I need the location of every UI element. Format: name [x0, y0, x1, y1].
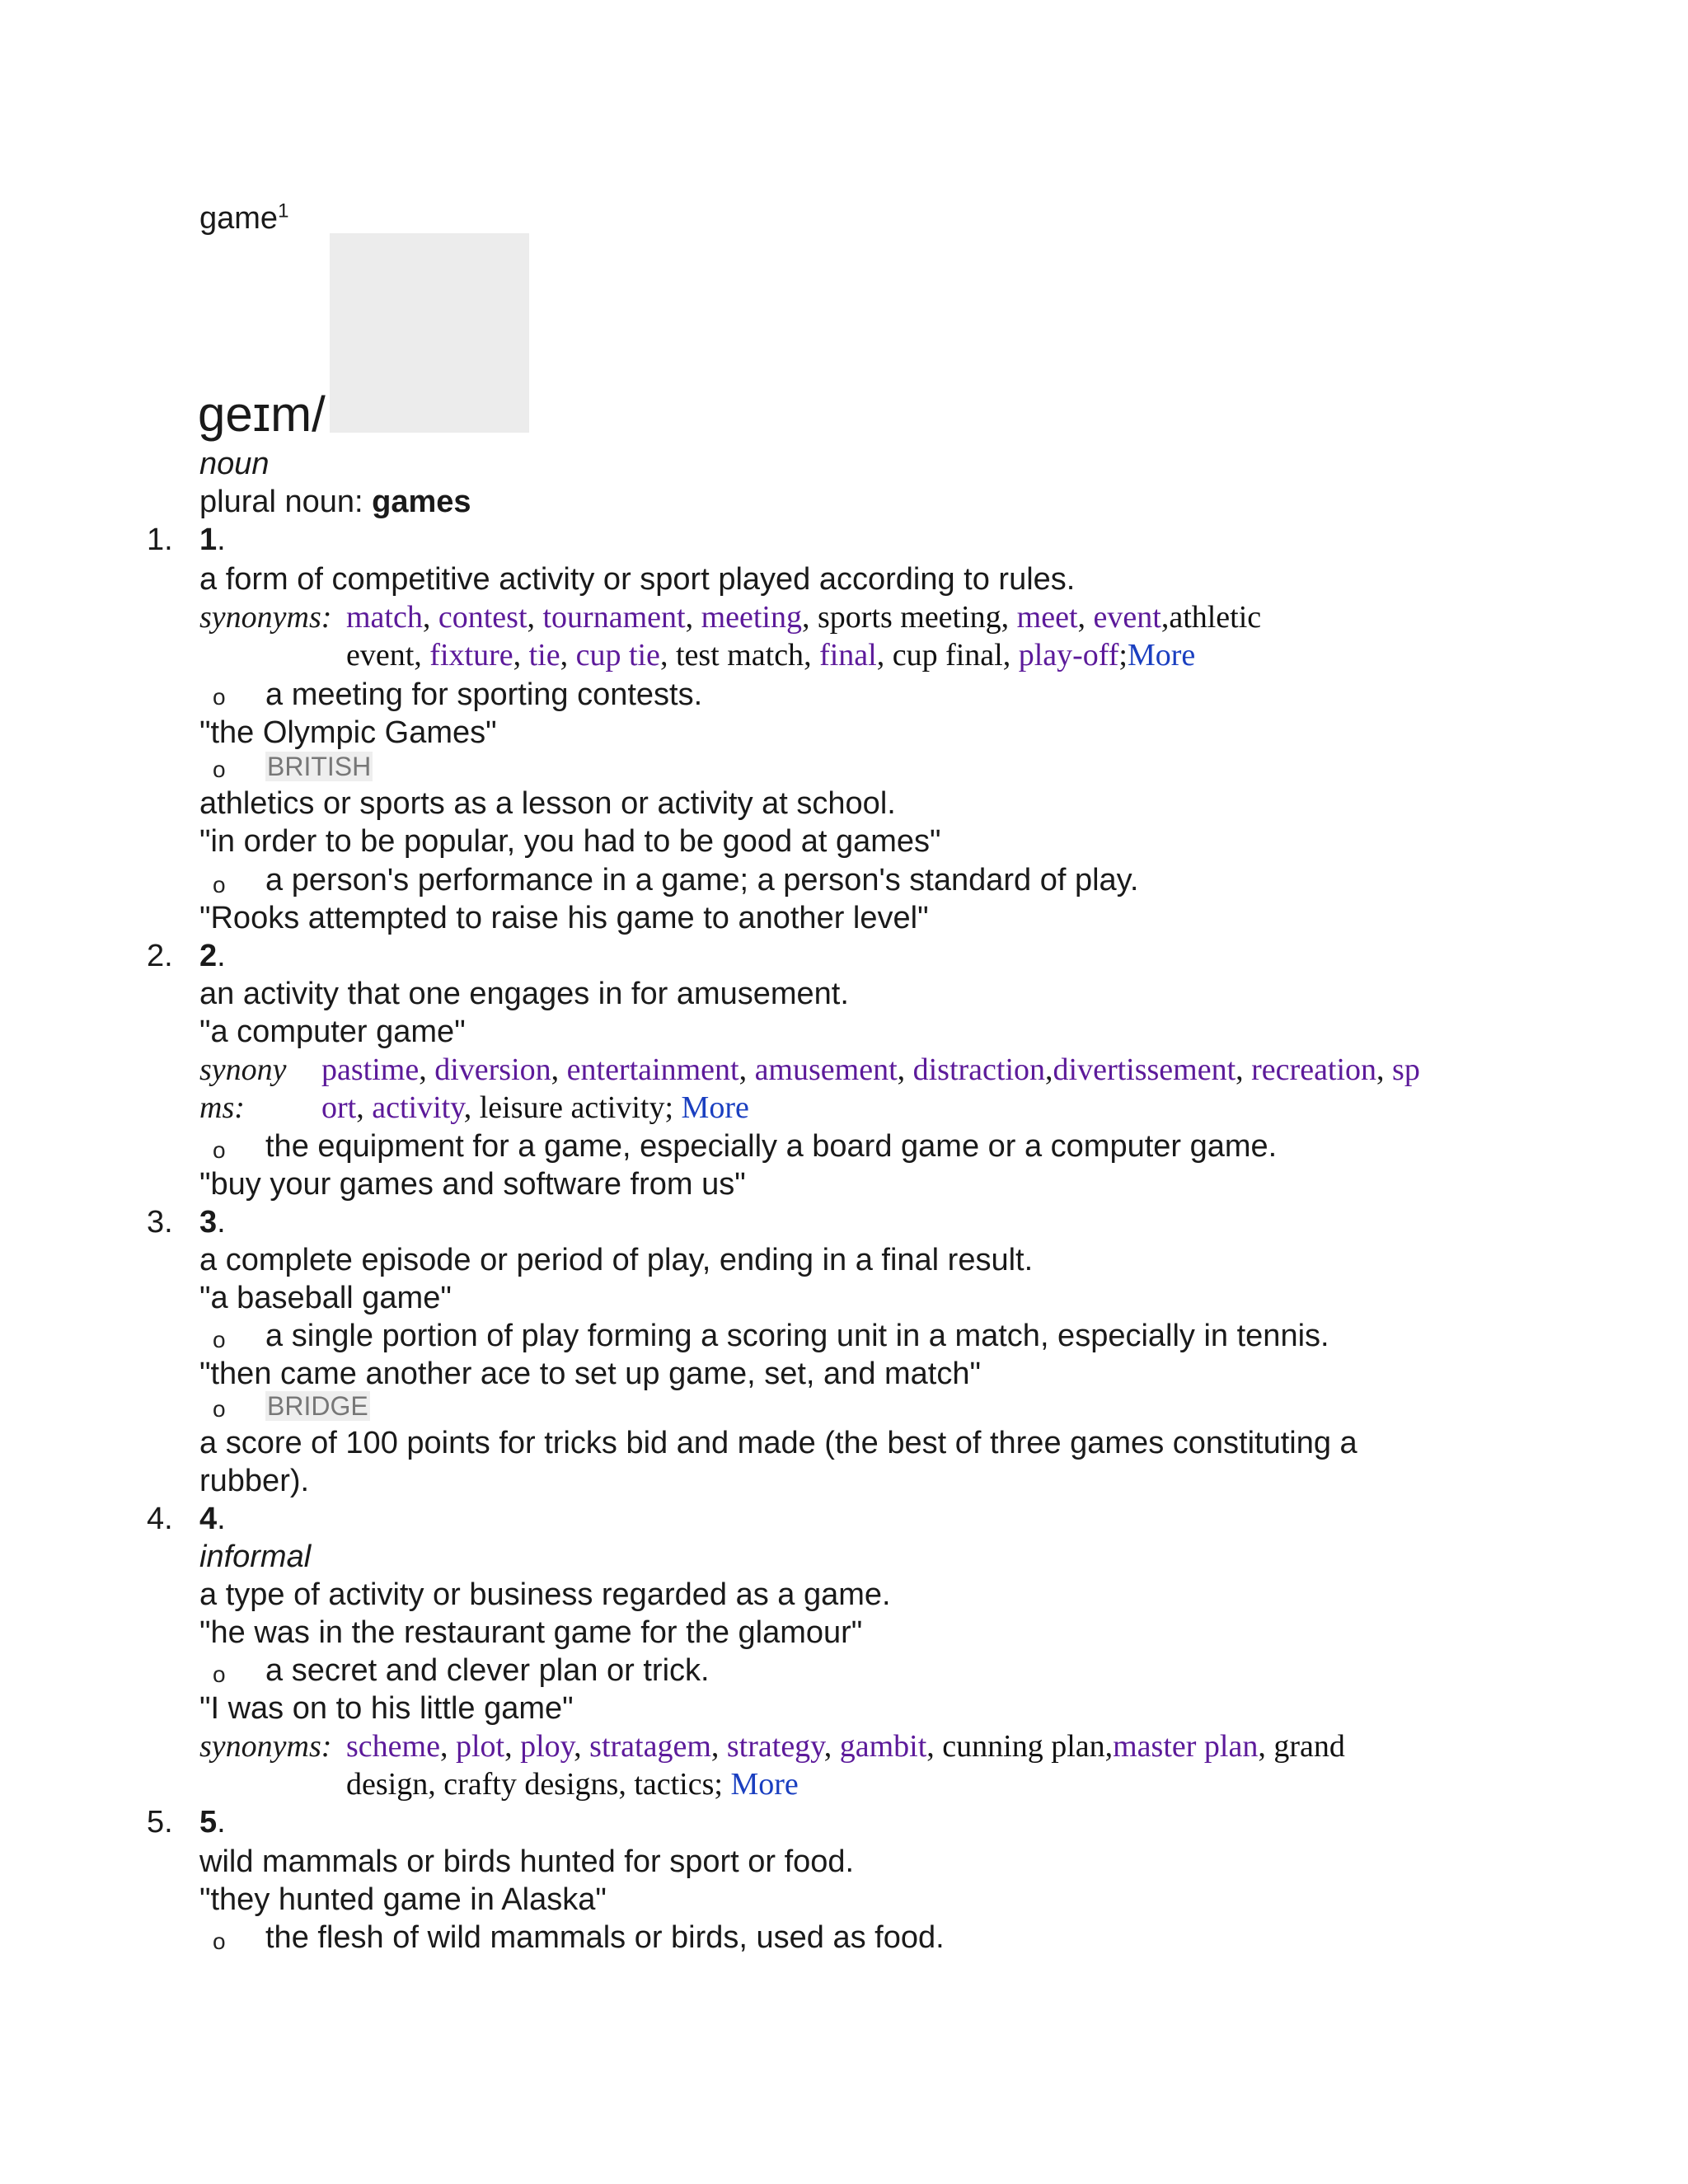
- synonym-link[interactable]: recreation: [1251, 1052, 1377, 1087]
- definition: an activity that one engages in for amusement.: [199, 977, 849, 1011]
- pronunciation-audio-placeholder[interactable]: [330, 233, 529, 433]
- register-label: BRITISH: [267, 752, 372, 781]
- synonym-text: design: [346, 1767, 429, 1802]
- sense-number-inner: 4.: [199, 1502, 226, 1536]
- synonym-link[interactable]: final: [819, 638, 877, 673]
- synonym-link[interactable]: match: [346, 600, 423, 635]
- example: "in order to be popular, you had to be good at games": [199, 824, 941, 859]
- subsense-text: athletics or sports as a lesson or activity at school.: [199, 786, 896, 821]
- example: "buy your games and software from us": [199, 1167, 746, 1202]
- sense-number-outer: 2.: [147, 939, 173, 973]
- more-link[interactable]: More: [1127, 638, 1196, 673]
- sense-number-inner: 1.: [199, 523, 226, 557]
- register-informal: informal: [199, 1540, 312, 1574]
- subsense-text: a score of 100 points for tricks bid and made (the best of three games constituting a: [199, 1426, 1357, 1460]
- example: "then came another ace to set up game, set, and match": [199, 1357, 981, 1391]
- subsense-text-continued: rubber).: [199, 1464, 310, 1498]
- synonym-text: grand: [1273, 1729, 1345, 1764]
- part-of-speech: noun: [199, 447, 270, 481]
- synonym-link[interactable]: ort: [321, 1090, 357, 1125]
- bullet-icon: o: [213, 1396, 226, 1422]
- synonym-link[interactable]: activity: [372, 1090, 464, 1125]
- bullet-icon: o: [213, 1661, 226, 1687]
- synonym-link[interactable]: ploy: [520, 1729, 574, 1764]
- sense-number-outer: 5.: [147, 1805, 173, 1840]
- synonym-link[interactable]: plot: [455, 1729, 505, 1764]
- subsense-text: a single portion of play forming a scoring unit in a match, especially in tennis.: [265, 1319, 1329, 1353]
- synonym-text: athletic: [1169, 600, 1262, 635]
- synonym-link[interactable]: pastime: [321, 1052, 420, 1087]
- plural-label: plural noun:: [199, 485, 363, 519]
- homograph-number: 1: [278, 199, 289, 223]
- synonym-link[interactable]: amusement: [754, 1052, 898, 1087]
- synonym-link[interactable]: entertainment: [566, 1052, 739, 1087]
- synonym-link[interactable]: tournament: [542, 600, 686, 635]
- subsense-text: the flesh of wild mammals or birds, used as food.: [265, 1920, 945, 1955]
- synonym-text: cunning plan: [942, 1729, 1105, 1764]
- synonym-link[interactable]: gambit: [839, 1729, 927, 1764]
- sense-number-outer: 4.: [147, 1502, 173, 1536]
- synonym-link[interactable]: divertissement: [1053, 1052, 1236, 1087]
- subsense-text: a person's performance in a game; a person's standard of play.: [265, 863, 1139, 898]
- synonym-text: sports meeting: [817, 600, 1001, 635]
- bullet-icon: o: [213, 757, 226, 782]
- synonym-text: leisure activity: [479, 1090, 665, 1125]
- synonyms-line: ort, activity, leisure activity; More: [321, 1090, 749, 1125]
- example: "a computer game": [199, 1015, 466, 1049]
- register-label: BRIDGE: [267, 1391, 368, 1421]
- synonyms-label: ms:: [199, 1090, 245, 1125]
- synonym-link[interactable]: contest: [438, 600, 528, 635]
- synonym-link[interactable]: tie: [528, 638, 560, 673]
- definition: a type of activity or business regarded as a game.: [199, 1577, 891, 1612]
- synonym-text: cup final: [892, 638, 1003, 673]
- more-link[interactable]: More: [730, 1767, 799, 1802]
- synonyms-label: synonyms:: [199, 1729, 332, 1764]
- plural-line: [199, 483, 471, 521]
- bullet-icon: o: [213, 1929, 226, 1954]
- definition: a complete episode or period of play, ending in a final result.: [199, 1243, 1034, 1277]
- subsense-text: the equipment for a game, especially a board game or a computer game.: [265, 1129, 1278, 1164]
- synonym-text: test match: [675, 638, 804, 673]
- sense-number-outer: 1.: [147, 523, 173, 557]
- headword: [199, 199, 288, 237]
- sense-number-outer: 3.: [147, 1205, 173, 1240]
- synonym-link[interactable]: master plan: [1113, 1729, 1259, 1764]
- synonyms-line: scheme, plot, ploy, stratagem, strategy, gambit, cunning plan,master plan, grand: [346, 1729, 1345, 1764]
- synonym-link[interactable]: diversion: [434, 1052, 551, 1087]
- synonym-link[interactable]: stratagem: [589, 1729, 711, 1764]
- synonyms-line: match, contest, tournament, meeting, sports meeting, meet, event,athletic: [346, 600, 1262, 635]
- bullet-icon: o: [213, 1137, 226, 1163]
- synonym-link[interactable]: sp: [1392, 1052, 1420, 1087]
- headword-text: game: [199, 201, 279, 236]
- synonyms-label: synonyms:: [199, 600, 332, 635]
- synonyms-line: event, fixture, tie, cup tie, test match, final, cup final, play-off;More: [346, 638, 1196, 673]
- synonym-link[interactable]: strategy: [726, 1729, 824, 1764]
- definition: wild mammals or birds hunted for sport or food.: [199, 1844, 855, 1879]
- plural-form: games: [372, 485, 471, 519]
- synonym-link[interactable]: meet: [1016, 600, 1078, 635]
- subsense-text: a meeting for sporting contests.: [265, 677, 703, 712]
- phonetic-transcription: ɡeɪm/: [198, 387, 326, 442]
- sense-number-inner: 2.: [199, 939, 226, 973]
- synonyms-line: pastime, diversion, entertainment, amusement, distraction,divertissement, recreation, sp: [321, 1052, 1420, 1087]
- bullet-icon: o: [213, 872, 226, 898]
- synonym-link[interactable]: scheme: [346, 1729, 440, 1764]
- synonym-text: event: [346, 638, 415, 673]
- subsense-text: a secret and clever plan or trick.: [265, 1653, 710, 1688]
- example: "the Olympic Games": [199, 715, 497, 750]
- synonym-link[interactable]: fixture: [429, 638, 513, 673]
- synonym-text: crafty designs: [443, 1767, 619, 1802]
- example: "he was in the restaurant game for the glamour": [199, 1615, 863, 1650]
- more-link[interactable]: More: [681, 1090, 749, 1125]
- example: "Rooks attempted to raise his game to another level": [199, 901, 929, 935]
- bullet-icon: o: [213, 684, 226, 710]
- synonym-link[interactable]: distraction: [912, 1052, 1046, 1087]
- sense-number-inner: 3.: [199, 1205, 226, 1240]
- synonym-link[interactable]: cup tie: [575, 638, 660, 673]
- synonyms-line: design, crafty designs, tactics; More: [346, 1767, 799, 1802]
- example: "a baseball game": [199, 1281, 452, 1315]
- example: "I was on to his little game": [199, 1691, 574, 1726]
- synonym-link[interactable]: play-off: [1018, 638, 1119, 673]
- definition: a form of competitive activity or sport played according to rules.: [199, 562, 1076, 597]
- synonyms-label: synony: [199, 1052, 287, 1087]
- example: "they hunted game in Alaska": [199, 1882, 607, 1917]
- sense-number-inner: 5.: [199, 1805, 226, 1840]
- synonym-link[interactable]: event: [1093, 600, 1161, 635]
- bullet-icon: o: [213, 1327, 226, 1352]
- synonym-link[interactable]: meeting: [701, 600, 802, 635]
- synonym-text: tactics: [634, 1767, 715, 1802]
